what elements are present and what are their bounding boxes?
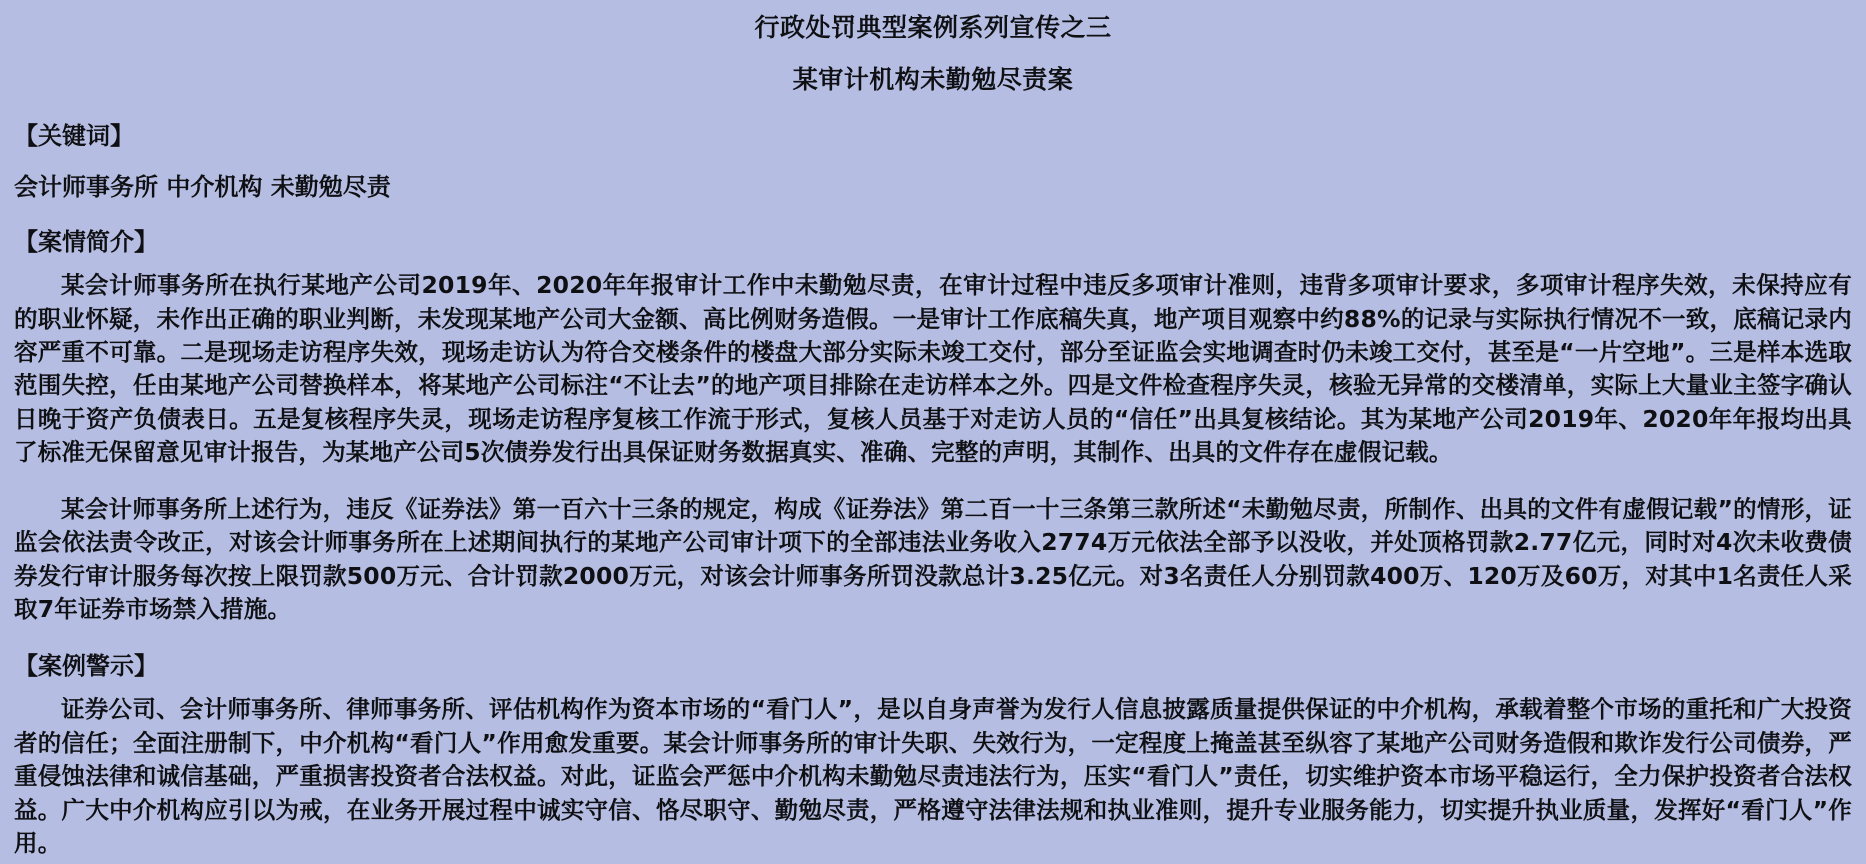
case-summary-paragraph-2: 某会计师事务所上述行为，违反《证券法》第一百六十三条的规定，构成《证券法》第二百一十三条第三款所述“未勤勉尽责，所制作、出具的文件有虚假记载”的情形，证监会依法责令改正，对该会计师事务所在上述期间执行的某地产公司审计项下的全部违法业务收入2774万元依法全部予以没收，并处顶格罚款2.77亿元，同时对4次未收费债券发行审计服务每次按上限罚款500万元、合计罚款2000万元，对该会计师事务所罚没款总计3.25亿元。对3名责任人分别罚款400万、120万及60万，对其中1名责任人采取7年证券市场禁入措施。: [14, 494, 1852, 624]
title-block: [14, 10, 1852, 99]
page-subtitle: 某审计机构未勤勉尽责案: [792, 65, 1074, 95]
keywords-text: 会计师事务所 中介机构 未勤勉尽责: [14, 173, 391, 202]
case-warning-paragraph-1: 证券公司、会计师事务所、律师事务所、评估机构作为资本市场的“看门人”，是以自身声誉为发行人信息披露质量提供保证的中介机构，承载着整个市场的重托和广大投资者的信任；全面注册制下，中介机构“看门人”作用愈发重要。某会计师事务所的审计失职、失效行为，一定程度上掩盖甚至纵容了某地产公司财务造假和欺诈发行公司债券，严重侵蚀法律和诚信基础，严重损害投资者合法权益。对此，证监会严惩中介机构未勤勉尽责违法行为，压实“看门人”责任，切实维护资本市场平稳运行，全力保护投资者合法权益。广大中介机构应引以为戒，在业务开展过程中诚实守信、恪尽职守、勤勉尽责，严格遵守法律法规和执业准则，提升专业服务能力，切实提升执业质量，发挥好“看门人”作用。: [14, 695, 1852, 857]
case-summary-paragraph-1: 某会计师事务所在执行某地产公司2019年、2020年年报审计工作中未勤勉尽责，在审计过程中违反多项审计准则，违背多项审计要求，多项审计程序失效，未保持应有的职业怀疑，未作出正确的职业判断，未发现某地产公司大金额、高比例财务造假。一是审计工作底稿失真，地产项目观察中约88%的记录与实际执行情况不一致，底稿记录内容严重不可靠。二是现场走访程序失效，现场走访认为符合交楼条件的楼盘大部分实际未竣工交付，部分至证监会实地调查时仍未竣工交付，甚至是“一片空地”。三是样本选取范围失控，任由某地产公司替换样本，将某地产公司标注“不让去”的地产项目排除在走访样本之外。四是文件检查程序失灵，核验无异常的交楼清单，实际上大量业主签字确认日晚于资产负债表日。五是复核程序失灵，现场走访程序复核工作流于形式，复核人员基于对走访人员的“信任”出具复核结论。其为某地产公司2019年、2020年年报均出具了标准无保留意见审计报告，为某地产公司5次债券发行出具保证财务数据真实、准确、完整的声明，其制作、出具的文件存在虚假记载。: [14, 271, 1852, 467]
section-heading-case-summary: 【案情简介】: [14, 227, 158, 256]
section-heading-case-warning: 【案例警示】: [14, 651, 158, 680]
page-title: 行政处罚典型案例系列宣传之三: [754, 13, 1112, 42]
section-heading-keywords: 【关键词】: [14, 121, 134, 150]
